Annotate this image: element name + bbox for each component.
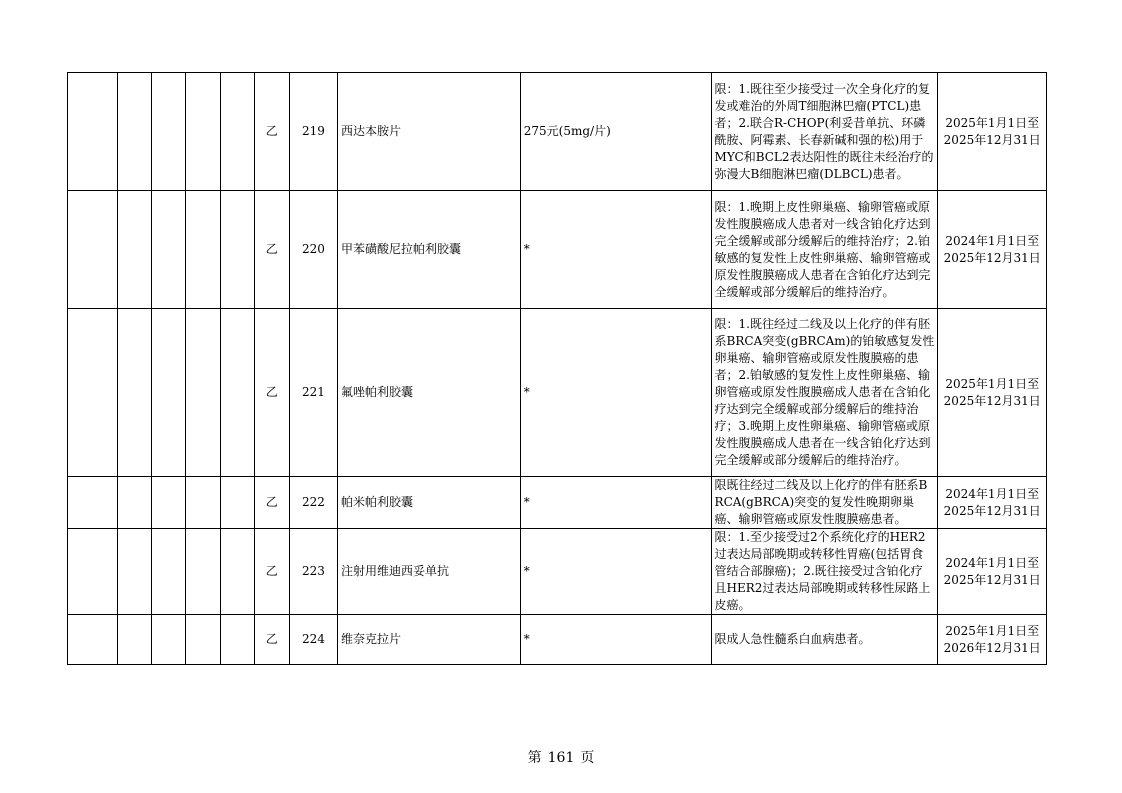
price-cell: * (520, 191, 711, 309)
empty-cell (118, 529, 152, 615)
validity-period-cell (938, 477, 1047, 529)
empty-cell (152, 477, 186, 529)
validity-period-cell (938, 191, 1047, 309)
empty-cell (152, 529, 186, 615)
empty-cell (68, 477, 118, 529)
table-row (68, 191, 1047, 309)
date-end: 2025年12月31日 (943, 503, 1041, 518)
empty-cell (220, 477, 254, 529)
table-body (68, 73, 1047, 665)
date-start: 2025年1月1日至 (945, 376, 1040, 391)
number-cell: 224 (289, 615, 337, 665)
category-cell: 乙 (254, 191, 289, 309)
price-cell: * (520, 309, 711, 477)
empty-cell (186, 191, 220, 309)
price-cell: * (520, 615, 711, 665)
date-start: 2025年1月1日至 (945, 623, 1040, 638)
date-end: 2025年12月31日 (943, 250, 1041, 265)
price-cell: 275元(5mg/片) (520, 73, 711, 191)
date-end: 2025年12月31日 (943, 572, 1041, 587)
drug-name-cell: 注射用维迪西妥单抗 (338, 529, 521, 615)
number-cell: 221 (289, 309, 337, 477)
table-row (68, 615, 1047, 665)
drug-name-cell: 西达本胺片 (338, 73, 521, 191)
number-cell: 222 (289, 477, 337, 529)
empty-cell (152, 191, 186, 309)
table-row (68, 529, 1047, 615)
page-footer (0, 747, 1122, 767)
category-cell: 乙 (254, 73, 289, 191)
drug-name-cell: 维奈克拉片 (338, 615, 521, 665)
empty-cell (152, 309, 186, 477)
empty-cell (220, 191, 254, 309)
drug-table (67, 72, 1047, 665)
price-cell: * (520, 529, 711, 615)
date-end: 2025年12月31日 (943, 393, 1041, 408)
number-cell: 220 (289, 191, 337, 309)
category-cell: 乙 (254, 477, 289, 529)
page-number: 161 (547, 750, 575, 766)
limitation-cell: 限：1.晚期上皮性卵巢癌、输卵管癌或原发性腹膜癌成人患者对一线含铂化疗达到完全缓解或部分缓解后的维持治疗；2.铂敏感的复发性上皮性卵巢癌、输卵管癌或原发性腹膜癌成人患者在含铂化疗达到完全缓解或部分缓解后的维持治疗。 (711, 191, 938, 309)
date-end: 2025年12月31日 (943, 132, 1041, 147)
empty-cell (68, 191, 118, 309)
empty-cell (186, 309, 220, 477)
empty-cell (220, 73, 254, 191)
table-row (68, 73, 1047, 191)
empty-cell (118, 309, 152, 477)
drug-name-cell: 帕米帕利胶囊 (338, 477, 521, 529)
date-start: 2024年1月1日至 (945, 555, 1040, 570)
empty-cell (68, 615, 118, 665)
empty-cell (68, 309, 118, 477)
footer-prefix: 第 (527, 750, 542, 766)
number-cell: 223 (289, 529, 337, 615)
empty-cell (118, 73, 152, 191)
limitation-cell: 限：1.既往经过二线及以上化疗的伴有胚系BRCA突变(gBRCAm)的铂敏感复发性卵巢癌、输卵管癌或原发性腹膜癌的患者；2.铂敏感的复发性上皮性卵巢癌、输卵管癌或原发性腹膜癌成人患者在含铂化疗达到完全缓解或部分缓解后的维持治疗；3.晚期上皮性卵巢癌、输卵管癌或原发性腹膜癌成人患者在一线含铂化疗达到完全缓解或部分缓解后的维持治疗。 (711, 309, 938, 477)
limitation-cell: 限：1.至少接受过2个系统化疗的HER2过表达局部晚期或转移性胃癌(包括胃食管结合部腺癌)；2.既往接受过含铂化疗且HER2过表达局部晚期或转移性尿路上皮癌。 (711, 529, 938, 615)
empty-cell (118, 477, 152, 529)
number-cell: 219 (289, 73, 337, 191)
drug-name-cell: 甲苯磺酸尼拉帕利胶囊 (338, 191, 521, 309)
category-cell: 乙 (254, 529, 289, 615)
empty-cell (220, 615, 254, 665)
category-cell: 乙 (254, 615, 289, 665)
empty-cell (186, 477, 220, 529)
validity-period-cell (938, 309, 1047, 477)
table-row (68, 477, 1047, 529)
date-end: 2026年12月31日 (943, 640, 1041, 655)
empty-cell (186, 73, 220, 191)
footer-suffix: 页 (580, 750, 595, 766)
empty-cell (186, 615, 220, 665)
validity-period-cell (938, 529, 1047, 615)
drug-name-cell: 氟唑帕利胶囊 (338, 309, 521, 477)
date-start: 2024年1月1日至 (945, 233, 1040, 248)
empty-cell (220, 529, 254, 615)
category-cell: 乙 (254, 309, 289, 477)
empty-cell (118, 615, 152, 665)
empty-cell (186, 529, 220, 615)
limitation-cell: 限成人急性髓系白血病患者。 (711, 615, 938, 665)
date-start: 2025年1月1日至 (945, 115, 1040, 130)
empty-cell (118, 191, 152, 309)
empty-cell (220, 309, 254, 477)
validity-period-cell (938, 615, 1047, 665)
empty-cell (152, 73, 186, 191)
empty-cell (152, 615, 186, 665)
empty-cell (68, 73, 118, 191)
validity-period-cell (938, 73, 1047, 191)
limitation-cell: 限：1.既往至少接受过一次全身化疗的复发或难治的外周T细胞淋巴瘤(PTCL)患者；2.联合R-CHOP(利妥昔单抗、环磷酰胺、阿霉素、长春新碱和强的松)用于MYC和BCL2表达阳性的既往未经治疗的弥漫大B细胞淋巴瘤(DLBCL)患者。 (711, 73, 938, 191)
limitation-cell: 限既往经过二线及以上化疗的伴有胚系BRCA(gBRCA)突变的复发性晚期卵巢癌、输卵管癌或原发性腹膜癌患者。 (711, 477, 938, 529)
date-start: 2024年1月1日至 (945, 486, 1040, 501)
empty-cell (68, 529, 118, 615)
price-cell: * (520, 477, 711, 529)
table-row (68, 309, 1047, 477)
